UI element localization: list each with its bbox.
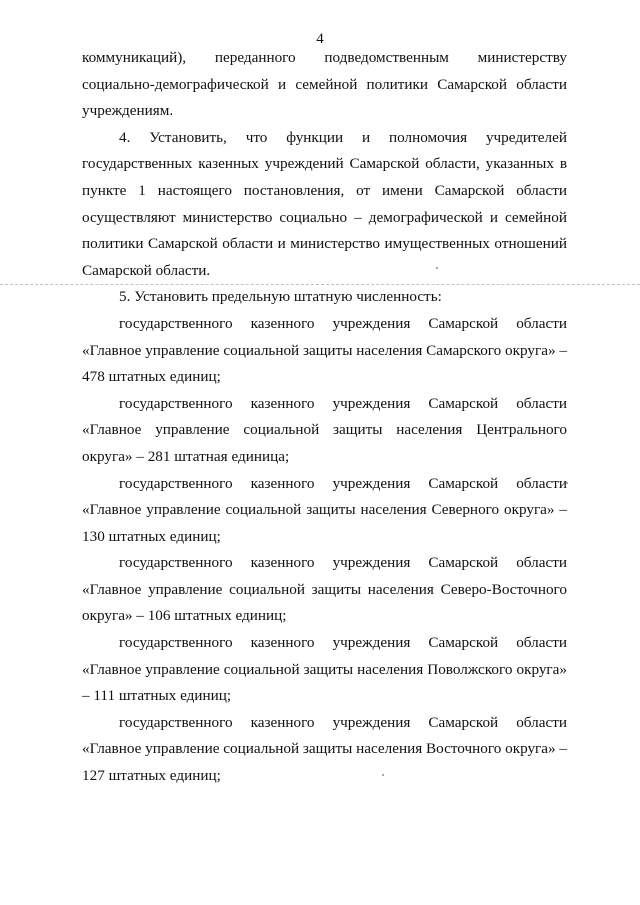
staff-item-volga: государственного казенного учреждения Самарской области «Главное управление социальной защиты населения Поволжского округа» – 111 штатных единиц; (82, 634, 567, 705)
staff-item-northern: государственного казенного учреждения Самарской области «Главное управление социальной защиты населения Северного округа» – 130 штатных единиц; (82, 474, 567, 545)
staff-item-eastern: государственного казенного учреждения Самарской области «Главное управление социальной защиты населения Восточного округа» – 127 штатных единиц; (82, 713, 568, 785)
paragraph-5-staff-limit: 5. Установить предельную штатную численность: (119, 288, 442, 306)
page-number: 4 (316, 31, 324, 47)
staff-item-central: государственного казенного учреждения Самарской области «Главное управление социальной защиты населения Центрального округа» – 281 штатная единица; (82, 394, 567, 465)
staff-item-samara: государственного казенного учреждения Самарской области «Главное управление социальной защиты населения Самарского округа» – 478 штатных единиц; (82, 314, 567, 386)
paragraph-3-continuation: коммуникаций), переданного подведомственным министерству социально-демографической и семейной политики Самарской области учреждениям. (82, 49, 567, 120)
staff-item-north-eastern: государственного казенного учреждения Самарской области «Главное управление социальной защиты населения Северо-Восточного округа» – 106 штатных единиц; (82, 554, 567, 625)
paragraph-4-founders: 4. Установить, что функции и полномочия учредителей государственных казенных учреждений Самарской области, указанных в пункте 1 настоящего постановления, от имени Самарской области осуществляют министерство социально – демографической и семейной политики Самарской области и министерство имущественных отношений Самарской области. (82, 128, 567, 279)
document-body (82, 45, 567, 790)
